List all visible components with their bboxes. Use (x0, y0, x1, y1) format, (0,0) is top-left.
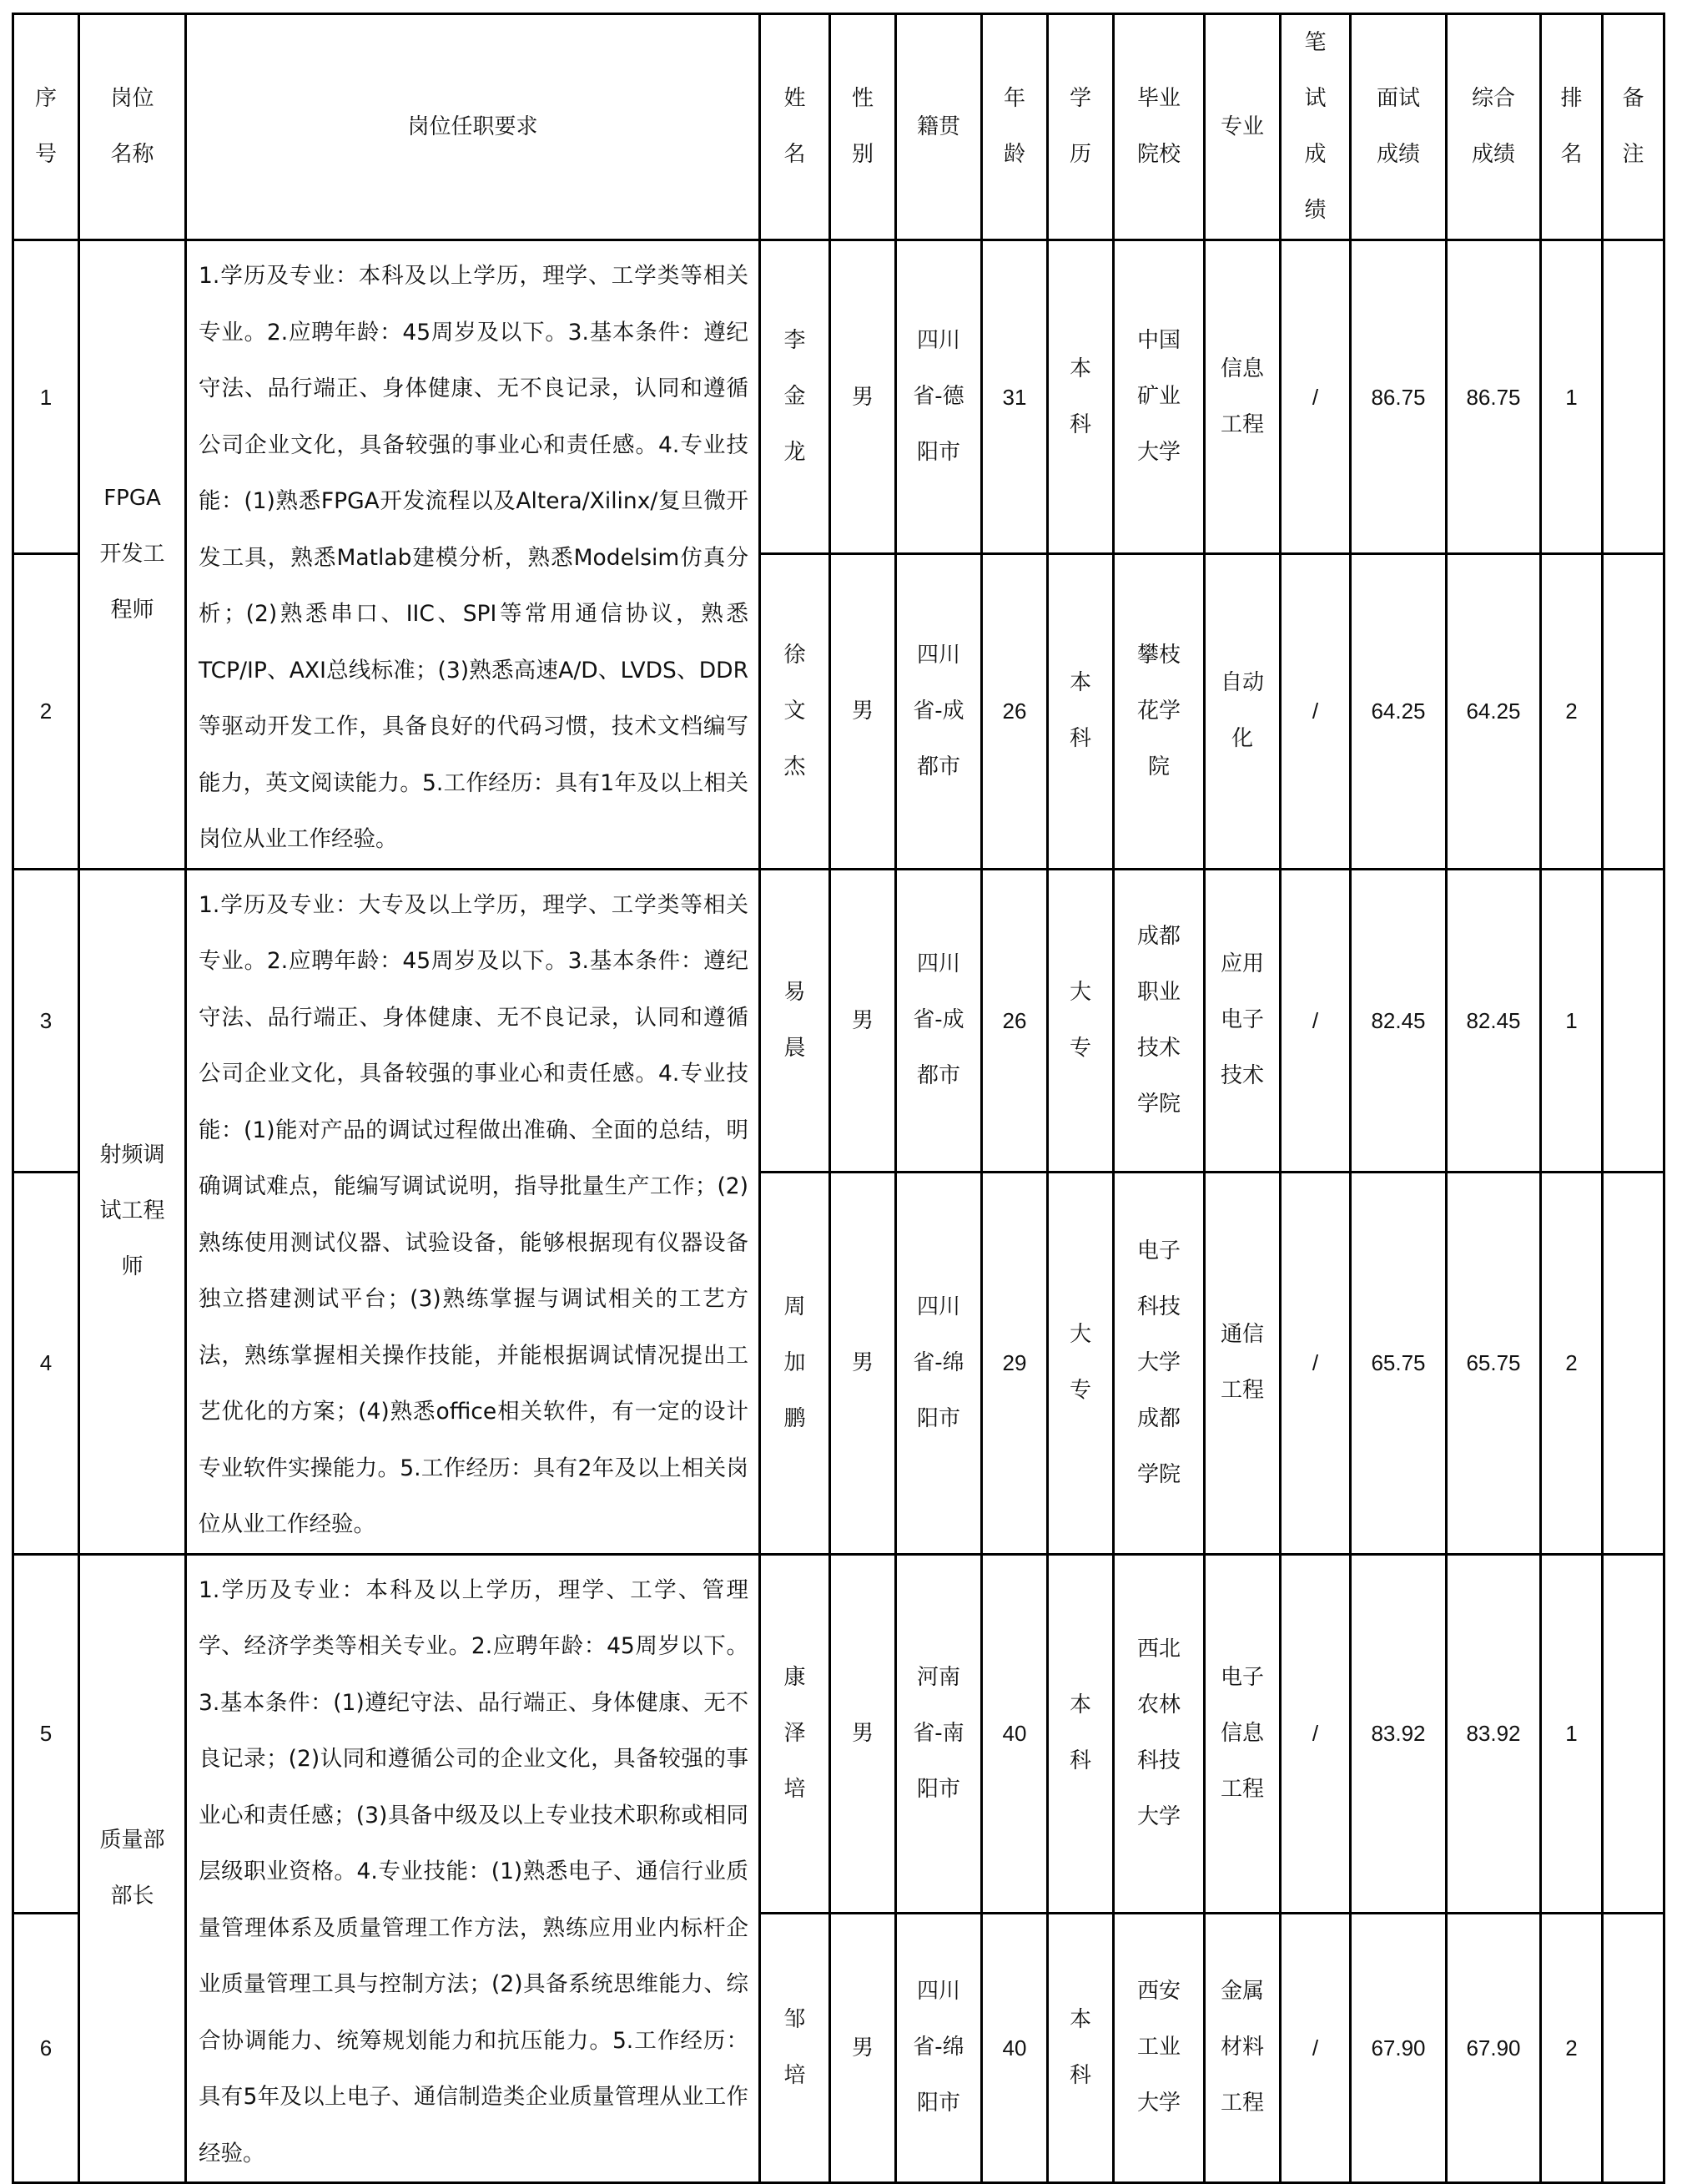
cell-requirements: 1.学历及专业：大专及以上学历，理学、工学类等相关专业。2.应聘年龄：45周岁及以下。3.基本条件：遵纪守法、品行端正、身体健康、无不良记录，认同和遵循公司企业文化，具备较强的事业心和责任感。4.专业技能：(1)能对产品的调试过程做出准确、全面的总结，明确调试难点，能编写调试说明，指导批量生产工作；(2)熟练使用测试仪器、试验设备，能够根据现有仪器设备独立搭建测试平台；(3)熟练掌握与调试相关的工艺方法，熟练掌握相关操作技能，并能根据调试情况提出工艺优化的方案；(4)熟悉office相关软件，有一定的设计专业软件实操能力。5.工作经历：具有2年及以上相关岗位从业工作经验。 (186, 869, 760, 1554)
header-position: 岗位名称 (79, 14, 186, 240)
cell-interview-score: 86.75 (1351, 240, 1447, 554)
cell-origin: 四川省-成都市 (896, 869, 982, 1173)
cell-seq: 2 (13, 554, 79, 869)
table-row (13, 240, 1664, 554)
cell-major: 信息工程 (1205, 240, 1281, 554)
cell-total-score: 67.90 (1447, 1913, 1541, 2182)
cell-origin: 四川省-绵阳市 (896, 1913, 982, 2182)
cell-seq: 4 (13, 1173, 79, 1554)
cell-rank: 2 (1541, 554, 1603, 869)
cell-education: 本科 (1048, 1913, 1114, 2182)
cell-school: 西安工业大学 (1114, 1913, 1205, 2182)
cell-interview-score: 64.25 (1351, 554, 1447, 869)
cell-remark (1603, 1913, 1664, 2182)
cell-remark (1603, 1554, 1664, 1913)
cell-gender: 男 (830, 240, 896, 554)
cell-age: 40 (982, 1913, 1048, 2182)
cell-total-score: 83.92 (1447, 1554, 1541, 1913)
cell-seq: 6 (13, 1913, 79, 2182)
cell-remark (1603, 240, 1664, 554)
cell-position: 质量部部长 (79, 1554, 186, 2183)
cell-gender: 男 (830, 1554, 896, 1913)
cell-written-score: / (1281, 1173, 1351, 1554)
cell-name: 邹培 (760, 1913, 830, 2182)
cell-requirements: 1.学历及专业：本科及以上学历，理学、工学类等相关专业。2.应聘年龄：45周岁及以下。3.基本条件：遵纪守法、品行端正、身体健康、无不良记录，认同和遵循公司企业文化，具备较强的事业心和责任感。4.专业技能：(1)熟悉FPGA开发流程以及Altera/Xilinx/复旦微开发工具，熟悉Matlab建模分析，熟悉Modelsim仿真分析；(2)熟悉串口、IIC、SPI等常用通信协议，熟悉TCP/IP、AXI总线标准；(3)熟悉高速A/D、LVDS、DDR等驱动开发工作，具备良好的代码习惯，技术文档编写能力，英文阅读能力。5.工作经历：具有1年及以上相关岗位从业工作经验。 (186, 240, 760, 870)
cell-education: 本科 (1048, 554, 1114, 869)
cell-rank: 2 (1541, 1173, 1603, 1554)
cell-written-score: / (1281, 554, 1351, 869)
cell-major: 电子信息工程 (1205, 1554, 1281, 1913)
cell-gender: 男 (830, 554, 896, 869)
cell-gender: 男 (830, 869, 896, 1173)
cell-gender: 男 (830, 1913, 896, 2182)
cell-origin: 四川省-成都市 (896, 554, 982, 869)
cell-origin: 河南省-南阳市 (896, 1554, 982, 1913)
header-rank: 排名 (1541, 14, 1603, 240)
cell-name: 周加鹏 (760, 1173, 830, 1554)
cell-education: 本科 (1048, 240, 1114, 554)
cell-age: 26 (982, 869, 1048, 1173)
cell-interview-score: 82.45 (1351, 869, 1447, 1173)
cell-remark (1603, 869, 1664, 1173)
cell-written-score: / (1281, 1913, 1351, 2182)
cell-school: 西北农林科技大学 (1114, 1554, 1205, 1913)
cell-interview-score: 83.92 (1351, 1554, 1447, 1913)
cell-age: 40 (982, 1554, 1048, 1913)
cell-written-score: / (1281, 869, 1351, 1173)
cell-position: FPGA开发工程师 (79, 240, 186, 870)
cell-name: 李金龙 (760, 240, 830, 554)
header-age: 年龄 (982, 14, 1048, 240)
header-origin: 籍贯 (896, 14, 982, 240)
table-row (13, 869, 1664, 1173)
header-name: 姓名 (760, 14, 830, 240)
header-interview-score: 面试成绩 (1351, 14, 1447, 240)
cell-origin: 四川省-绵阳市 (896, 1173, 982, 1554)
cell-major: 通信工程 (1205, 1173, 1281, 1554)
cell-rank: 2 (1541, 1913, 1603, 2182)
cell-remark (1603, 554, 1664, 869)
cell-gender: 男 (830, 1173, 896, 1554)
cell-major: 应用电子技术 (1205, 869, 1281, 1173)
cell-name: 易晨 (760, 869, 830, 1173)
cell-rank: 1 (1541, 1554, 1603, 1913)
cell-interview-score: 67.90 (1351, 1913, 1447, 2182)
cell-requirements: 1.学历及专业：本科及以上学历，理学、工学、管理学、经济学类等相关专业。2.应聘年龄：45周岁以下。3.基本条件：(1)遵纪守法、品行端正、身体健康、无不良记录；(2)认同和遵循公司的企业文化，具备较强的事业心和责任感；(3)具备中级及以上专业技术职称或相同层级职业资格。4.专业技能：(1)熟悉电子、通信行业质量管理体系及质量管理工作方法，熟练应用业内标杆企业质量管理工具与控制方法；(2)具备系统思维能力、综合协调能力、统筹规划能力和抗压能力。5.工作经历：具有5年及以上电子、通信制造类企业质量管理从业工作经验。 (186, 1554, 760, 2183)
cell-major: 金属材料工程 (1205, 1913, 1281, 2182)
cell-education: 本科 (1048, 1554, 1114, 1913)
header-remark: 备注 (1603, 14, 1664, 240)
header-major: 专业 (1205, 14, 1281, 240)
cell-age: 31 (982, 240, 1048, 554)
cell-age: 29 (982, 1173, 1048, 1554)
cell-school: 攀枝花学院 (1114, 554, 1205, 869)
header-row (13, 14, 1664, 240)
header-education: 学历 (1048, 14, 1114, 240)
cell-remark (1603, 1173, 1664, 1554)
cell-seq: 5 (13, 1554, 79, 1913)
header-gender: 性别 (830, 14, 896, 240)
cell-name: 康泽培 (760, 1554, 830, 1913)
cell-rank: 1 (1541, 869, 1603, 1173)
header-school: 毕业院校 (1114, 14, 1205, 240)
cell-origin: 四川省-德阳市 (896, 240, 982, 554)
header-seq: 序号 (13, 14, 79, 240)
cell-total-score: 82.45 (1447, 869, 1541, 1173)
header-written-score: 笔试成绩 (1281, 14, 1351, 240)
cell-major: 自动化 (1205, 554, 1281, 869)
cell-seq: 1 (13, 240, 79, 554)
cell-education: 大专 (1048, 1173, 1114, 1554)
cell-written-score: / (1281, 1554, 1351, 1913)
cell-age: 26 (982, 554, 1048, 869)
cell-education: 大专 (1048, 869, 1114, 1173)
cell-total-score: 64.25 (1447, 554, 1541, 869)
cell-position: 射频调试工程师 (79, 869, 186, 1554)
cell-interview-score: 65.75 (1351, 1173, 1447, 1554)
cell-total-score: 65.75 (1447, 1173, 1541, 1554)
cell-name: 徐文杰 (760, 554, 830, 869)
cell-written-score: / (1281, 240, 1351, 554)
cell-school: 电子科技大学成都学院 (1114, 1173, 1205, 1554)
header-total-score: 综合成绩 (1447, 14, 1541, 240)
table-row (13, 1554, 1664, 1913)
header-requirements: 岗位任职要求 (186, 14, 760, 240)
candidate-results-table (12, 13, 1665, 2184)
cell-school: 成都职业技术学院 (1114, 869, 1205, 1173)
cell-seq: 3 (13, 869, 79, 1173)
cell-school: 中国矿业大学 (1114, 240, 1205, 554)
cell-rank: 1 (1541, 240, 1603, 554)
cell-total-score: 86.75 (1447, 240, 1541, 554)
